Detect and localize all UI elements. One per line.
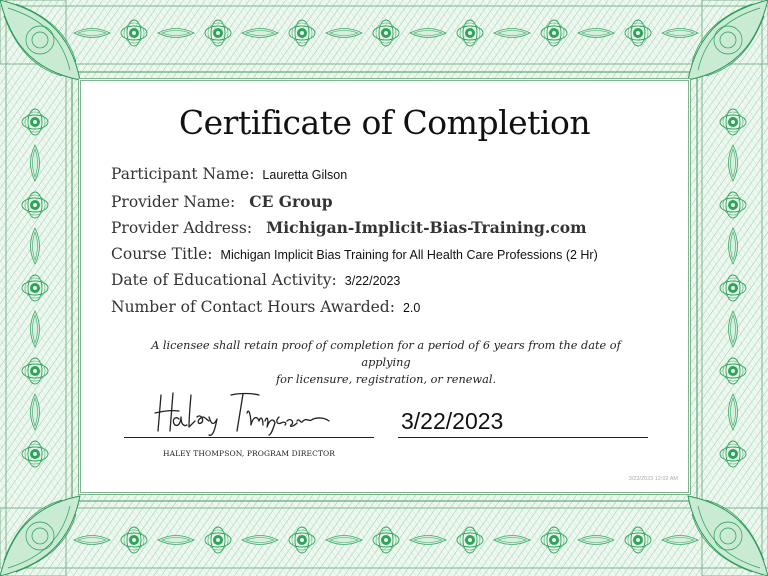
field-activity-date: Date of Educational Activity : 3/22/2023 — [111, 271, 401, 290]
signatory-title: HALEY THOMPSON, PROGRAM DIRECTOR — [162, 449, 336, 458]
field-participant-name: Participant Name : Lauretta Gilson — [111, 165, 348, 183]
certificate-title: Certificate of Completion — [178, 103, 591, 142]
field-label: Number of Contact Hours Awarded — [111, 297, 390, 316]
field-course-title: Course Title : Michigan Implicit Bias Training for All Health Care Professions (2 Hr) — [111, 244, 598, 263]
field-label: Provider Address — [111, 219, 247, 238]
contact-hours-value: 2.0 — [402, 300, 421, 315]
field-contact-hours: Number of Contact Hours Awarded : 2.0 — [111, 297, 421, 316]
certificate-body — [78, 78, 691, 495]
retention-notice — [131, 337, 641, 388]
field-provider-name: Provider Name : CE Group — [111, 191, 333, 211]
certificate-fields — [111, 165, 681, 325]
signature-date: 3/22/2023 — [401, 408, 504, 434]
notice-line-1: A licensee shall retain proof of completion for a period of 6 years from the date of applying — [151, 339, 621, 369]
handwritten-signature — [151, 387, 331, 437]
field-label: Course Title — [111, 244, 208, 263]
signature-line — [124, 437, 374, 438]
course-title-value: Michigan Implicit Bias Training for All Health Care Professions (2 Hr) — [220, 247, 598, 262]
provider-address-value: Michigan-Implicit-Bias-Training.com — [266, 218, 587, 238]
field-label: Date of Educational Activity — [111, 271, 332, 290]
field-provider-address: Provider Address : Michigan-Implicit-Bias-Training.com — [111, 218, 587, 238]
field-label: Participant Name — [111, 165, 250, 183]
generated-timestamp: 3/23/2023 12:02 AM — [628, 476, 678, 482]
provider-name-value: CE Group — [249, 191, 333, 211]
participant-name-value: Lauretta Gilson — [262, 168, 348, 182]
date-line — [398, 437, 648, 438]
activity-date-value: 3/22/2023 — [344, 274, 401, 289]
field-label: Provider Name — [111, 192, 230, 211]
notice-line-2: for licensure, registration, or renewal. — [275, 373, 497, 386]
